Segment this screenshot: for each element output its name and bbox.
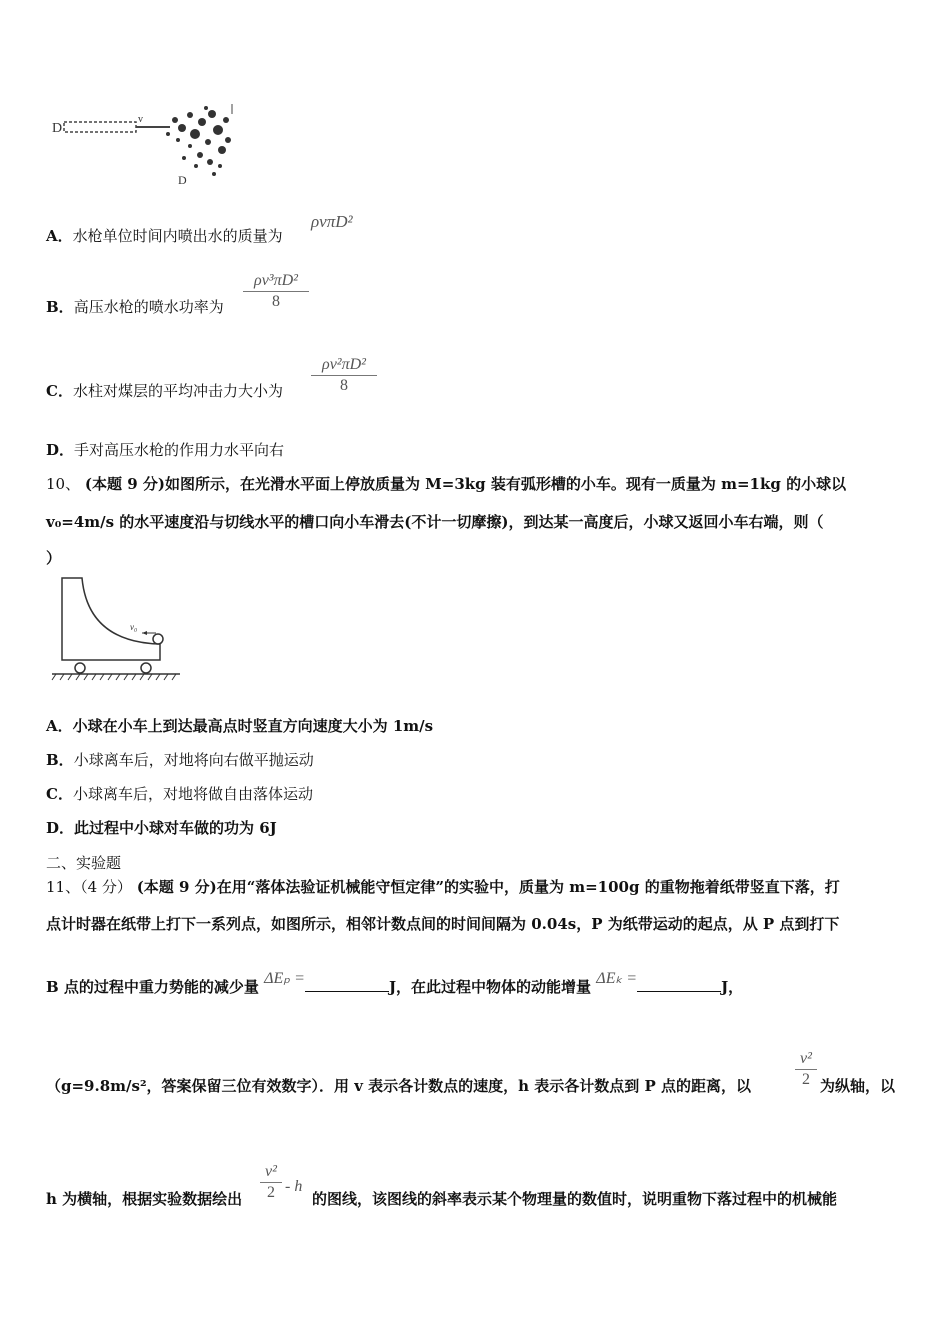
- q10-option-d: [46, 817, 277, 838]
- answer-blank-ep[interactable]: [305, 977, 389, 992]
- v2-denominator: 2: [802, 1071, 810, 1088]
- q11-stem-line4b: 为纵轴，以: [820, 1077, 896, 1095]
- q10-option-b: [46, 749, 314, 770]
- q11-stem-line3: [46, 970, 744, 997]
- q11-header: (本题 9 分): [136, 878, 217, 896]
- q9-option-d-text: 手对高压水枪的作用力水平向右: [74, 441, 285, 459]
- q10-option-c-label: C．: [46, 785, 73, 803]
- water-gun-figure: [50, 100, 240, 188]
- q11-line1: 在用“落体法验证机械能守恒定律”的实验中，质量为 m=100g 的重物拖着纸带竖直下落，打: [216, 878, 840, 896]
- q11-stem-line4a: （g=9.8m/s²，答案保留三位有效数字）．用 v 表示各计数点的速度，h 表示各计数点到 P 点的距离，以: [46, 1077, 752, 1095]
- figure1-label-v: v: [138, 114, 143, 125]
- q10-stem-line1: [46, 473, 846, 494]
- delta-ek-formula: ΔEₖ =: [596, 970, 638, 987]
- q9-option-d-label: D．: [46, 441, 75, 459]
- q10-option-a: [46, 715, 433, 736]
- cart-figure-v0-label: v₀: [130, 622, 138, 632]
- q11-stem-line2: 点计时器在纸带上打下一系列点，如图所示，相邻计数点间的时间间隔为 0.04s，P 为纸带运动的起点，从 P 点到打下: [46, 915, 840, 933]
- q11-points: （4 分）: [80, 878, 132, 896]
- q9-option-a: [46, 225, 283, 246]
- q9-option-d: [46, 439, 284, 460]
- v2-numerator: v²: [800, 1050, 812, 1067]
- q10-option-b-label: B．: [46, 751, 74, 769]
- q10-option-c-text: 小球离车后，对地将做自由落体运动: [72, 785, 313, 803]
- q9-option-c-text: 水柱对煤层的平均冲击力大小为: [72, 382, 283, 400]
- q11-stem-line5a: h 为横轴，根据实验数据绘出: [46, 1190, 243, 1208]
- q11-stem-line5b: 的图线，该图线的斜率表示某个物理量的数值时，说明重物下落过程中的机械能: [312, 1190, 838, 1208]
- q11-line3-a: B 点的过程中重力势能的减少量: [46, 978, 259, 996]
- q10-option-a-text: 小球在小车上到达最高点时竖直方向速度大小为 1m/s: [72, 717, 434, 735]
- v2-denominator-graph: 2: [267, 1184, 275, 1201]
- q9-option-a-formula: ρvπD²: [311, 212, 353, 231]
- q10-option-d-label: D．: [46, 819, 75, 837]
- q10-stem-line3: ）: [46, 549, 62, 567]
- q9-option-c-denominator: 8: [340, 377, 348, 394]
- section-title: 二、实验题: [46, 854, 122, 872]
- answer-blank-ek[interactable]: [637, 977, 721, 992]
- q9-option-c-fraction: [311, 356, 377, 395]
- q10-option-b-text: 小球离车后，对地将向右做平抛运动: [73, 751, 314, 769]
- q9-option-b-text: 高压水枪的喷水功率为: [73, 298, 224, 316]
- v2-over-2-fraction-graph: [260, 1163, 282, 1202]
- q11-stem-line1: [46, 876, 840, 897]
- q9-option-c-label: C．: [46, 382, 73, 400]
- q9-option-b-numerator: ρv³πD²: [254, 272, 298, 289]
- figure1-label-d2: D: [178, 173, 187, 187]
- q10-option-a-label: A．: [46, 717, 73, 735]
- q11-line3-b: J，在此过程中物体的动能增量: [388, 978, 592, 996]
- q11-number: 11、: [46, 878, 81, 896]
- graph-h-suffix: - h: [285, 1178, 303, 1195]
- q10-header: (本题 9 分): [84, 475, 165, 493]
- q9-option-b: [46, 296, 224, 317]
- q10-line1: 如图所示，在光滑水平面上停放质量为 M=3kg 装有弧形槽的小车。现有一质量为 m=1kg 的小球以: [164, 475, 847, 493]
- q9-option-c: [46, 380, 283, 401]
- q10-option-d-text: 此过程中小球对车做的功为 6J: [74, 819, 277, 837]
- q9-option-a-label: A．: [46, 227, 73, 245]
- v2-over-2-fraction: [795, 1050, 817, 1089]
- q9-option-b-label: B．: [46, 298, 74, 316]
- delta-ep-formula: ΔEₚ =: [264, 970, 305, 987]
- cart-figure: [48, 572, 184, 686]
- figure1-label-d: D: [52, 121, 63, 136]
- q10-number: 10、: [46, 475, 81, 493]
- v2-numerator-graph: v²: [265, 1163, 277, 1180]
- q9-option-a-text: 水枪单位时间内喷出水的质量为: [72, 227, 283, 245]
- q9-option-c-numerator: ρv²πD²: [322, 356, 366, 373]
- q11-line3-c: J，: [721, 978, 744, 996]
- q9-option-b-denominator: 8: [272, 293, 280, 310]
- q10-stem-line2: v₀=4m/s 的水平速度沿与切线水平的槽口向小车滑去(不计一切摩擦)，到达某一高度后，小球又返回小车右端，则（: [46, 513, 824, 531]
- q10-option-c: [46, 783, 313, 804]
- q9-option-b-fraction: [243, 272, 309, 311]
